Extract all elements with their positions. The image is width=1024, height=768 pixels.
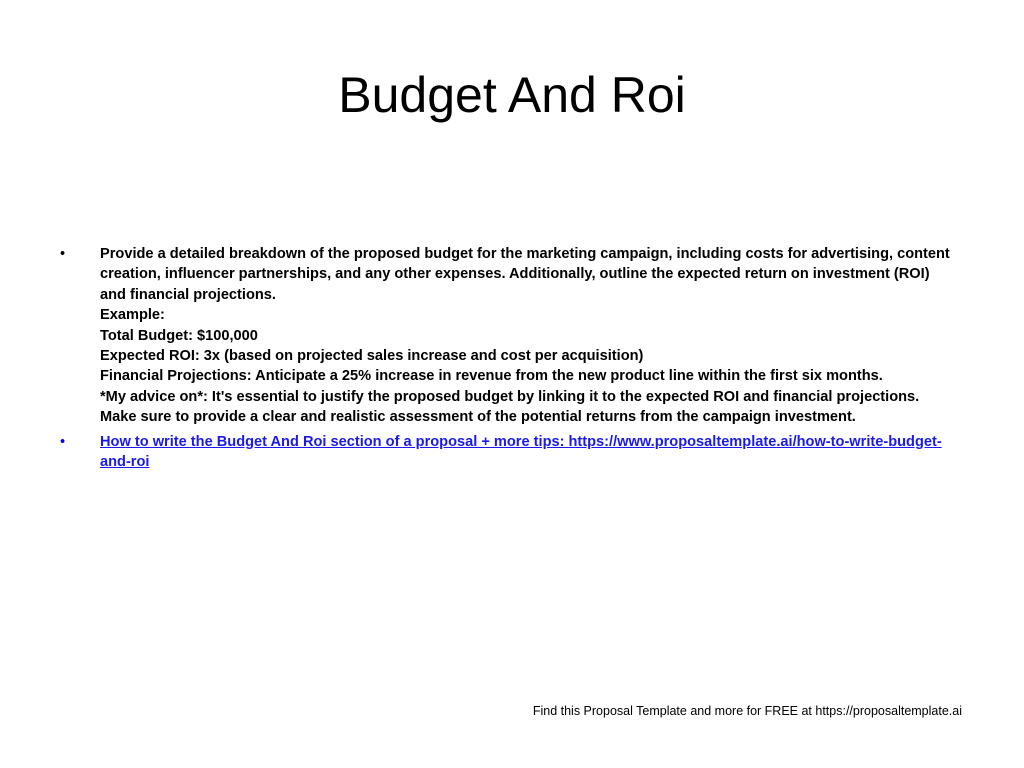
- bullet-list: [56, 244, 956, 476]
- budget-description: Provide a detailed breakdown of the proposed budget for the marketing campaign, including costs for advertising, content creation, influencer partnerships, and any other expenses. Additionally, outline the expected return on investment (ROI) and financial projections.: [100, 246, 950, 303]
- bullet-marker: •: [60, 246, 66, 262]
- bullet-item-budget: [56, 244, 956, 428]
- bullet-marker: •: [60, 433, 66, 450]
- example-label: Example:: [100, 307, 165, 324]
- slide-title: Budget And Roi: [338, 67, 686, 123]
- advice-text: *My advice on*: It's essential to justify the proposed budget by linking it to the expected ROI and financial projections. Make sure to provide a clear and realistic assessment of the potential returns from the campaign investment.: [100, 388, 920, 426]
- financial-projections: Financial Projections: Anticipate a 25% increase in revenue from the new product line within the first six months.: [100, 368, 883, 385]
- bullet-item-link: [56, 432, 956, 473]
- expected-roi: Expected ROI: 3x (based on projected sales increase and cost per acquisition): [100, 348, 644, 365]
- footer-text: Find this Proposal Template and more for FREE at https://proposaltemplate.ai: [532, 704, 962, 718]
- total-budget: Total Budget: $100,000: [100, 327, 258, 344]
- proposal-tips-link[interactable]: How to write the Budget And Roi section of a proposal + more tips: https://www.proposaltemplate.ai/how-to-write-budget-and-roi: [100, 433, 942, 471]
